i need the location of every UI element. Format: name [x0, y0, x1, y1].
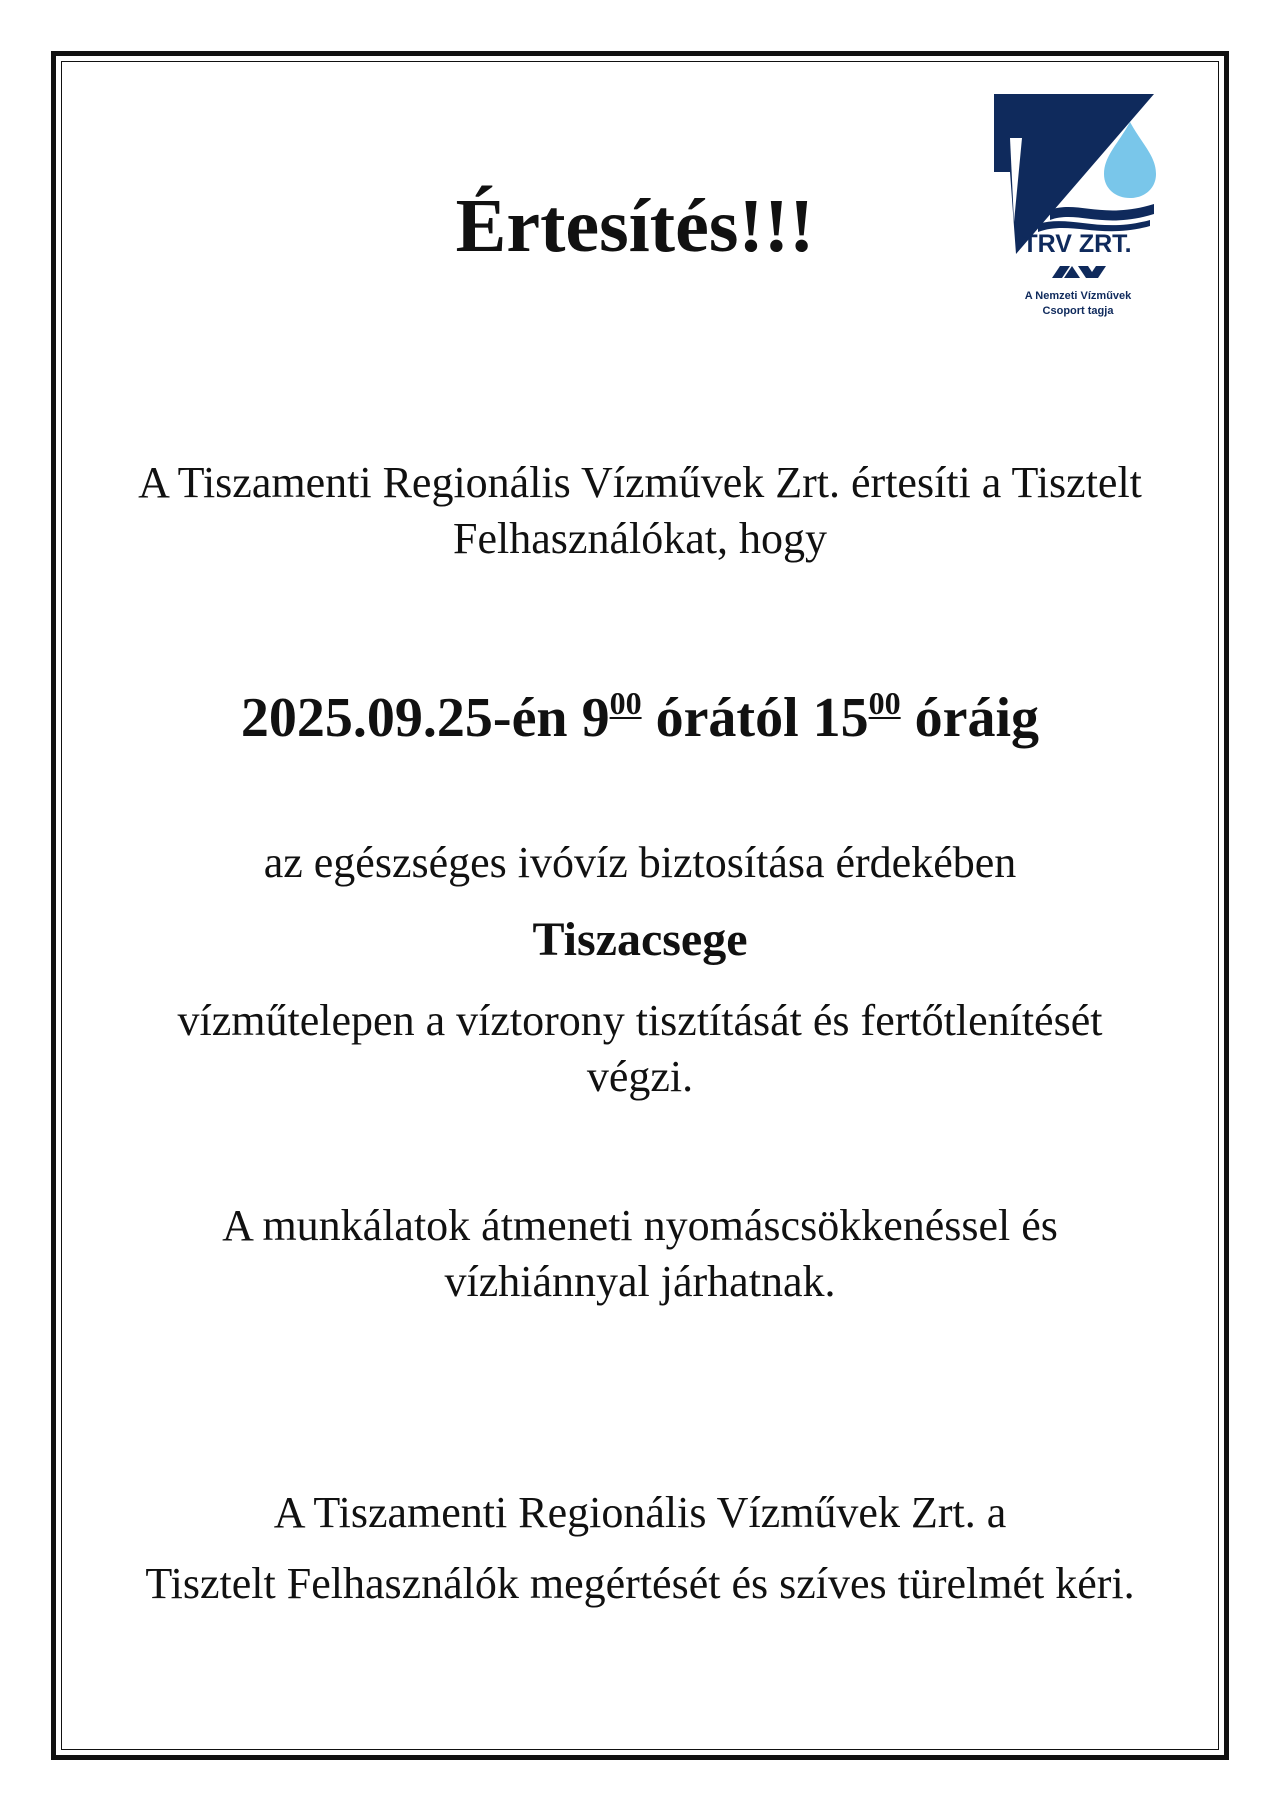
date-time-line	[70, 668, 1210, 753]
trv-logo-icon	[990, 92, 1160, 326]
logo-brand-text: TRV ZRT.	[1022, 230, 1132, 258]
intro-line-2: Felhasználókat, hogy	[453, 514, 827, 563]
wave-icon	[1050, 204, 1154, 220]
work-line-2: végzi.	[586, 1052, 694, 1101]
closing-line-1: A Tiszamenti Regionális Vízművek Zrt. a	[273, 1488, 1007, 1537]
closing-line-2: Tisztelt Felhasználók megértését és szíves türelmét kéri.	[145, 1559, 1135, 1608]
place-name: Tiszacsege	[532, 913, 748, 966]
end-minutes: 00	[868, 685, 901, 721]
nv-mark-icon	[1052, 266, 1106, 278]
effects-paragraph	[70, 1198, 1210, 1310]
effects-line-1: A munkálatok átmeneti nyomáscsökkenéssel és	[222, 1201, 1058, 1250]
work-line-1: vízműtelepen a víztorony tisztítását és fertőtlenítését	[177, 996, 1103, 1045]
work-paragraph	[70, 993, 1210, 1105]
until-word: óráig	[914, 687, 1040, 749]
intro-line-1: A Tiszamenti Regionális Vízművek Zrt. értesíti a Tisztelt	[138, 458, 1142, 507]
logo-tagline-line1: A Nemzeti Vízművek	[1024, 290, 1132, 302]
start-hour: 9	[581, 687, 610, 749]
effects-line-2: vízhiánnyal járhatnak.	[444, 1257, 836, 1306]
purpose-line: az egészséges ivóvíz biztosítása érdekében	[263, 838, 1017, 887]
logo-tagline-line2: Csoport tagja	[1042, 305, 1114, 317]
end-hour: 15	[812, 687, 869, 749]
notice-title: Értesítés!!!	[455, 184, 815, 268]
intro-paragraph	[70, 455, 1210, 567]
from-word: órától	[655, 687, 799, 749]
start-minutes: 00	[609, 685, 642, 721]
date-text: 2025.09.25-én	[240, 687, 568, 749]
